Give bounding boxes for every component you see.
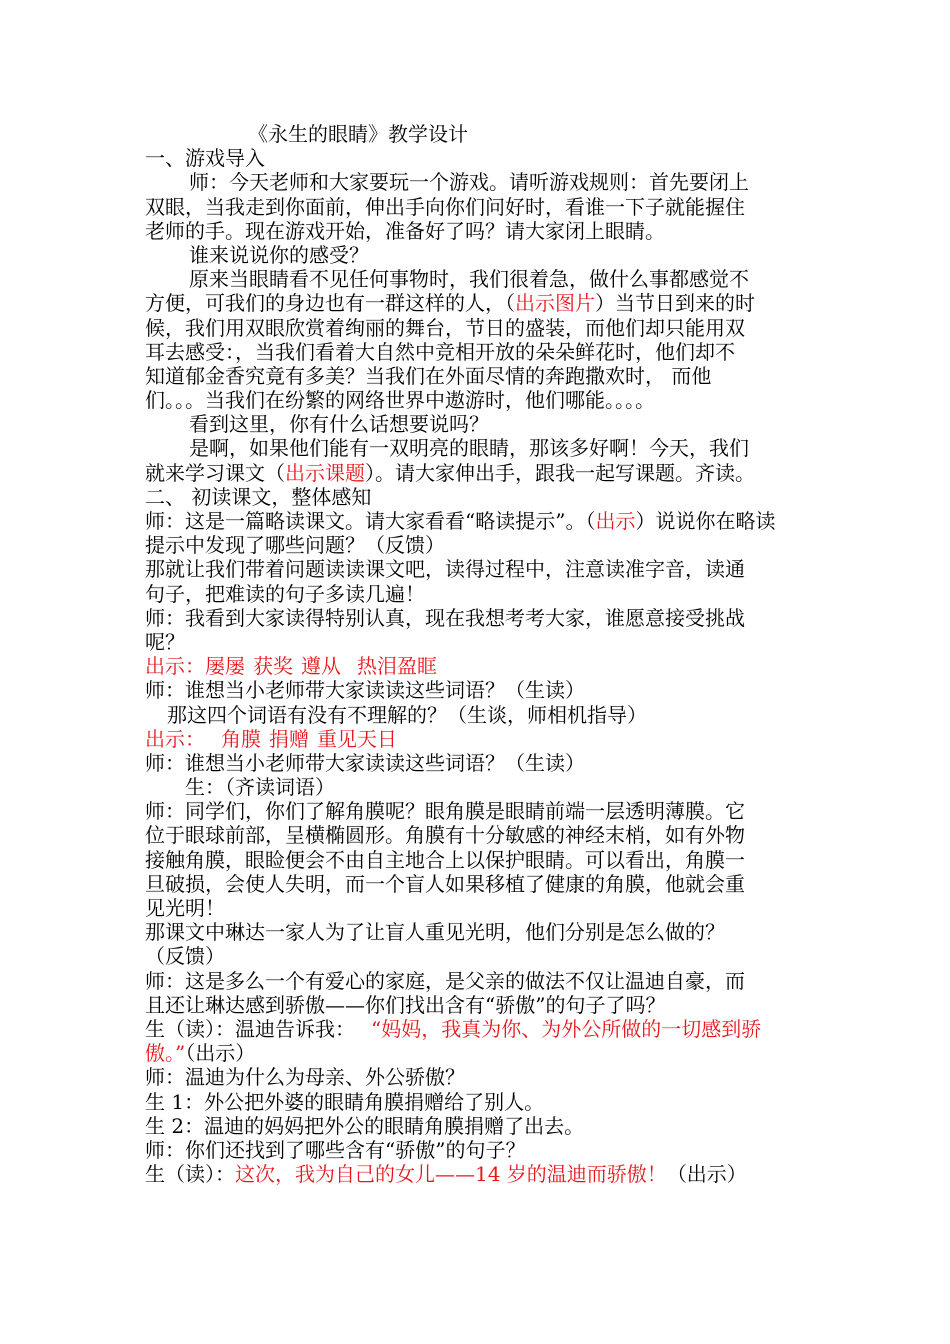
text-span: ）当节日到来的时 bbox=[595, 291, 755, 316]
text-span: （出示） bbox=[666, 1162, 747, 1187]
text-span: 师：这是一篇略读课文。请大家看看“略读提示”。（ bbox=[145, 509, 596, 533]
vocab-word: 捐赠 bbox=[269, 726, 309, 751]
paragraph-line: 句子，把难读的句子多读几遍！ bbox=[145, 581, 425, 606]
text-span: 方便，可我们的身边也有一群这样的人，（ bbox=[145, 291, 515, 316]
paragraph-line: 耳去感受：，当我们看着大自然中竞相开放的朵朵鲜花时，他们却不 bbox=[145, 339, 735, 364]
paragraph-line bbox=[145, 1041, 810, 1065]
paragraph-line: 那就让我们带着问题读读课文吧，读得过程中，注意读准字音，读通 bbox=[145, 557, 745, 582]
paragraph-line: 提示中发现了哪些问题？（反馈） bbox=[145, 533, 445, 558]
highlight-text: 出示 bbox=[595, 509, 636, 533]
paragraph-line: 师：温迪为什么为母亲、外公骄傲？ bbox=[145, 1065, 465, 1090]
highlight-text: 出示图片 bbox=[515, 291, 595, 316]
document-title: 《永生的眼睛》教学设计 bbox=[248, 122, 468, 146]
paragraph-line: 师：今天老师和大家要玩一个游戏。请听游戏规则：首先要闭上 bbox=[189, 170, 749, 195]
vocab-show-line bbox=[145, 727, 810, 751]
paragraph-line: 旦破损，会使人失明，而一个盲人如果移植了健康的角膜，他就会重 bbox=[145, 871, 745, 896]
vocab-word: 重见天日 bbox=[317, 726, 397, 751]
paragraph-line: 老师的手。现在游戏开始，准备好了吗？请大家闭上眼睛。 bbox=[145, 218, 665, 243]
paragraph-line: 看到这里，你有什么话想要说吗？ bbox=[189, 412, 489, 437]
paragraph-line: 们。。。当我们在纷繁的网络世界中遨游时，他们哪能。。。。 bbox=[145, 388, 655, 413]
paragraph-line: 那课文中琳达一家人为了让盲人重见光明，他们分别是怎么做的？ bbox=[145, 920, 725, 945]
paragraph-line: 师：同学们，你们了解角膜呢？眼角膜是眼睛前端一层透明薄膜。它 bbox=[145, 799, 745, 824]
section-heading-1: 一、游戏导入 bbox=[145, 146, 265, 171]
vocab-show-line bbox=[145, 654, 810, 678]
section-heading-2: 二、 初读课文，整体感知 bbox=[145, 484, 372, 509]
highlight-text: 傲。” bbox=[145, 1041, 186, 1066]
paragraph-line: 生：（齐读词语） bbox=[185, 775, 335, 800]
show-label: 出示： bbox=[145, 726, 205, 751]
paragraph-line: 呢？ bbox=[145, 629, 185, 654]
paragraph-line: 见光明！ bbox=[145, 896, 225, 920]
paragraph-line: 位于眼球前部，呈横椭圆形。角膜有十分敏感的神经末梢，如有外物 bbox=[145, 823, 745, 848]
paragraph-line: 生 1：外公把外婆的眼睛角膜捐赠给了别人。 bbox=[145, 1089, 545, 1114]
text-span: 就来学习课文（ bbox=[145, 460, 285, 485]
document-page bbox=[145, 122, 810, 1186]
paragraph-line: 接触角膜，眼睑便会不由自主地合上以保护眼睛。可以看出，角膜一 bbox=[145, 847, 745, 872]
text-span: ）说说你在略读 bbox=[635, 509, 776, 533]
paragraph-line: 候，我们用双眼欣赏着绚丽的舞台，节日的盛装，而他们却只能用双 bbox=[145, 315, 745, 340]
paragraph-line bbox=[145, 461, 810, 485]
vocab-word: 角膜 bbox=[221, 726, 261, 751]
paragraph-line: 双眼，当我走到你面前，伸出手向你们问好时，看谁一下子就能握住 bbox=[145, 194, 745, 219]
vocab-word: 获奖 bbox=[253, 654, 293, 679]
paragraph-line: （反馈） bbox=[145, 944, 225, 969]
vocab-word: 屡屡 bbox=[205, 654, 245, 679]
text-span: 生（读）：温迪告诉我： bbox=[145, 1016, 355, 1041]
paragraph-line: 师：这是多么一个有爱心的家庭，是父亲的做法不仅让温迪自豪，而 bbox=[145, 968, 745, 993]
paragraph-line: 且还让琳达感到骄傲——你们找出含有“骄傲”的句子了吗？ bbox=[145, 992, 666, 1017]
paragraph-line bbox=[145, 1017, 810, 1041]
highlight-text: 出示课题 bbox=[285, 460, 365, 485]
paragraph-line: 知道郁金香究竟有多美？当我们在外面尽情的奔跑撒欢时， 而他 bbox=[145, 363, 712, 388]
vocab-word: 遵从 bbox=[301, 654, 341, 679]
text-span: （出示） bbox=[185, 1041, 256, 1066]
paragraph-line bbox=[145, 1162, 810, 1186]
text-span: ）。请大家伸出手，跟我一起写课题。齐读。 bbox=[365, 460, 755, 485]
paragraph-line: 师：我看到大家读得特别认真，现在我想考考大家，谁愿意接受挑战 bbox=[145, 605, 745, 630]
paragraph-line: 师：谁想当小老师带大家读读这些词语？（生读） bbox=[145, 750, 585, 775]
paragraph-line: 谁来说说你的感受？ bbox=[189, 242, 369, 267]
paragraph-line bbox=[145, 291, 810, 315]
paragraph-line: 那这四个词语有没有不理解的？（生谈，师相机指导） bbox=[167, 702, 647, 727]
paragraph-line bbox=[145, 509, 810, 533]
text-span: 生（读）： bbox=[145, 1162, 235, 1187]
paragraph-line: 师：谁想当小老师带大家读读这些词语？（生读） bbox=[145, 678, 585, 703]
paragraph-line: 师：你们还找到了哪些含有“骄傲”的句子？ bbox=[145, 1137, 526, 1162]
vocab-word: 热泪盈眶 bbox=[357, 654, 437, 679]
paragraph-line: 原来当眼睛看不见任何事物时，我们很着急，做什么事都感觉不 bbox=[189, 267, 749, 292]
paragraph-line: 生 2：温迪的妈妈把外公的眼睛角膜捐赠了出去。 bbox=[145, 1113, 585, 1138]
show-label: 出示： bbox=[145, 654, 205, 679]
highlight-text: 这次，我为自己的女儿——14 岁的温迪而骄傲！ bbox=[235, 1162, 667, 1187]
paragraph-line: 是啊，如果他们能有一双明亮的眼睛，那该多好啊！今天，我们 bbox=[189, 436, 749, 461]
highlight-text: “妈妈，我真为你、为外公所做的一切感到骄 bbox=[371, 1016, 762, 1041]
